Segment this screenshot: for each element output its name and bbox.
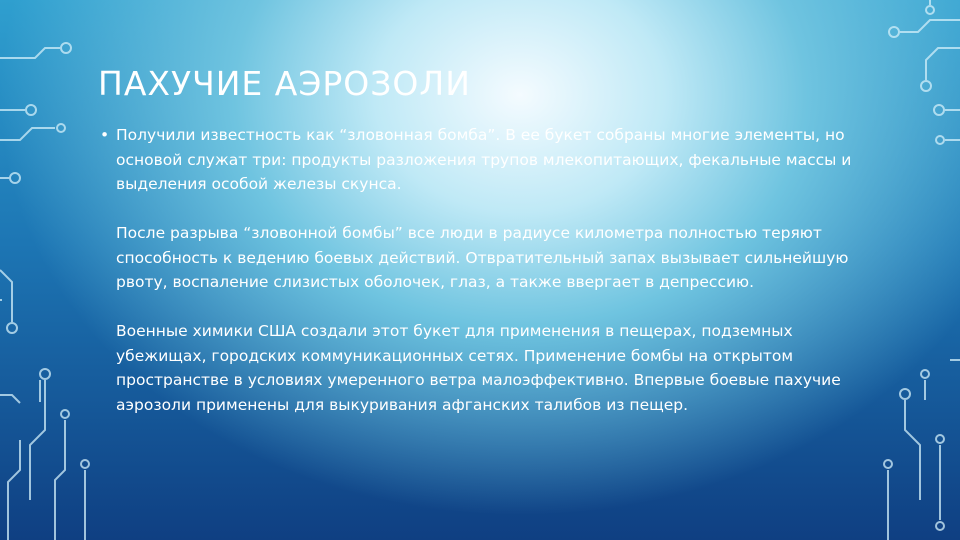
- slide-title: ПАХУЧИЕ АЭРОЗОЛИ: [98, 64, 471, 103]
- body-paragraph-1: Получили известность как “зловонная бомба”. В ее букет собраны многие элементы, но основой служат три: продукты разложения трупов млекопитающих, фекальные массы и выделения особой железы скунса.: [116, 126, 852, 193]
- bullet-marker: •: [100, 126, 110, 144]
- body-paragraph-3: Военные химики США создали этот букет для применения в пещерах, подземных убежищах, городских коммуникационных сетях. Применение бомбы на открытом пространстве в условиях умеренного ветра малоэффективно. Впервые боевые пахучие аэрозоли применены для выкуривания афганских талибов из пещер.: [116, 322, 841, 414]
- body-paragraph-2: После разрыва “зловонной бомбы” все люди в радиусе километра полностью теряют способность к ведению боевых действий. Отвратительный запах вызывает сильнейшую рвоту, воспаление слизистых оболочек, глаз, а также ввергает в депрессию.: [116, 224, 849, 291]
- circuit-lines-right: [884, 0, 960, 540]
- slide-body: [100, 123, 870, 442]
- circuit-lines-left: [0, 43, 89, 540]
